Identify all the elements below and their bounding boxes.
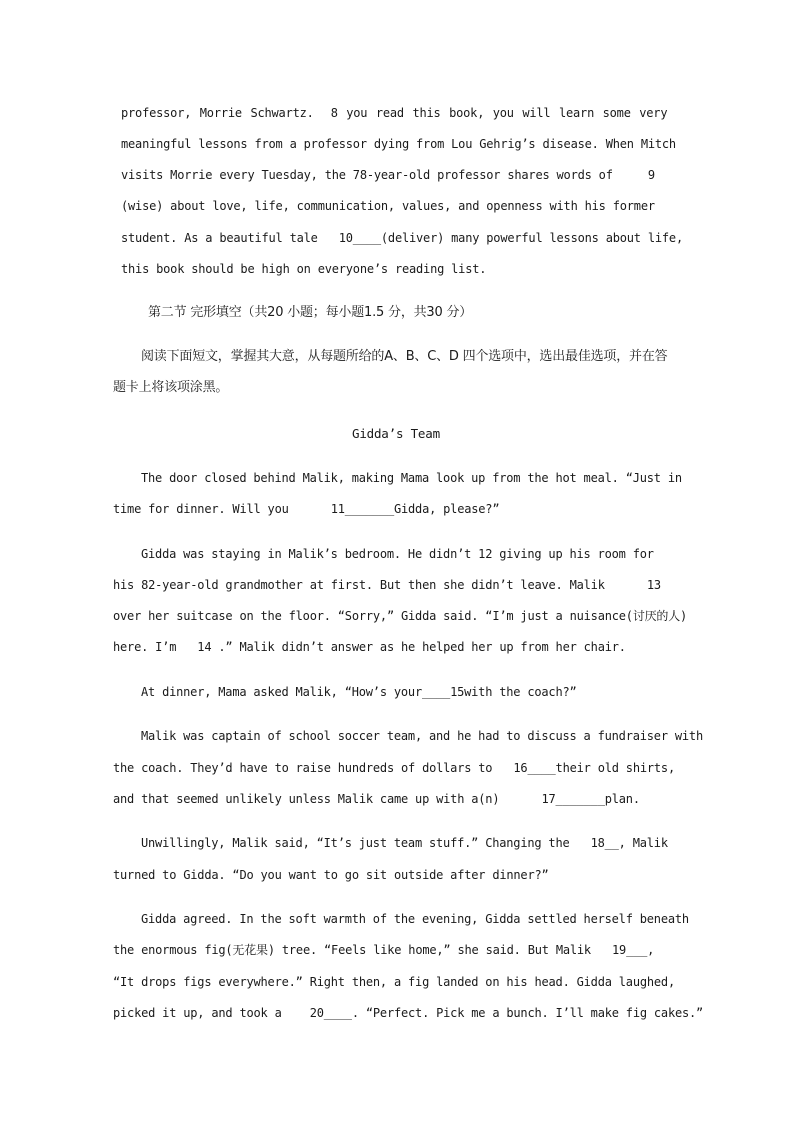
paragraph-line: (wise) about love, life, communication, values, and openness with his former: [121, 199, 655, 213]
story-line: “It drops figs everywhere.” Right then, a fig landed on his head. Gidda laughed,: [113, 975, 675, 989]
paragraph-line: meaningful lessons from a professor dying from Lou Gehrig’s disease. When Mitch: [121, 137, 676, 151]
story-line: turned to Gidda. “Do you want to go sit outside after dinner?”: [113, 868, 549, 882]
story-line: the enormous fig(无花果) tree. “Feels like home,” she said. But Malik 19___,: [113, 943, 655, 957]
story-line: Gidda was staying in Malik’s bedroom. He didn’t 12 giving up his room for: [141, 547, 654, 561]
paragraph-line: visits Morrie every Tuesday, the 78-year-old professor shares words of 9: [121, 168, 655, 182]
paragraph-line: student. As a beautiful tale 10____(deliver) many powerful lessons about life,: [121, 231, 683, 245]
paragraph-line: professor, Morrie Schwartz. 8 you read this book, you will learn some very: [121, 106, 668, 120]
paragraph-line: this book should be high on everyone’s reading list.: [121, 262, 487, 276]
instruction-line: 题卡上将该项涂黑。: [113, 380, 229, 395]
instruction-line: 阅读下面短文，掌握其大意，从每题所给的A、B、C、D 四个选项中，选出最佳选项，并在答: [141, 349, 668, 364]
story-line: At dinner, Mama asked Malik, “How’s your____15with the coach?”: [141, 685, 577, 699]
story-line: picked it up, and took a 20____. “Perfect. Pick me a bunch. I’ll make fig cakes.”: [113, 1006, 704, 1020]
story-line: Unwillingly, Malik said, “It’s just team stuff.” Changing the 18__, Malik: [141, 836, 668, 850]
story-line: and that seemed unlikely unless Malik came up with a(n) 17_______plan.: [113, 792, 640, 806]
story-line: the coach. They’d have to raise hundreds of dollars to 16____their old shirts,: [113, 761, 675, 775]
story-line: The door closed behind Malik, making Mama look up from the hot meal. “Just in: [141, 471, 682, 485]
story-line: his 82-year-old grandmother at first. But then she didn’t leave. Malik 13: [113, 578, 661, 592]
story-line: Malik was captain of school soccer team, and he had to discuss a fundraiser with: [141, 729, 703, 743]
story-line: Gidda agreed. In the soft warmth of the evening, Gidda settled herself beneath: [141, 912, 689, 926]
story-line: time for dinner. Will you 11_______Gidda, please?”: [113, 502, 500, 516]
story-title: Gidda’s Team: [352, 426, 440, 441]
story-line: over her suitcase on the floor. “Sorry,” Gidda said. “I’m just a nuisance(讨厌的人): [113, 609, 688, 623]
section-heading: 第二节 完形填空（共20 小题；每小题1.5 分，共30 分）: [148, 305, 473, 320]
story-line: here. I’m 14 .” Malik didn’t answer as he helped her up from her chair.: [113, 640, 626, 654]
